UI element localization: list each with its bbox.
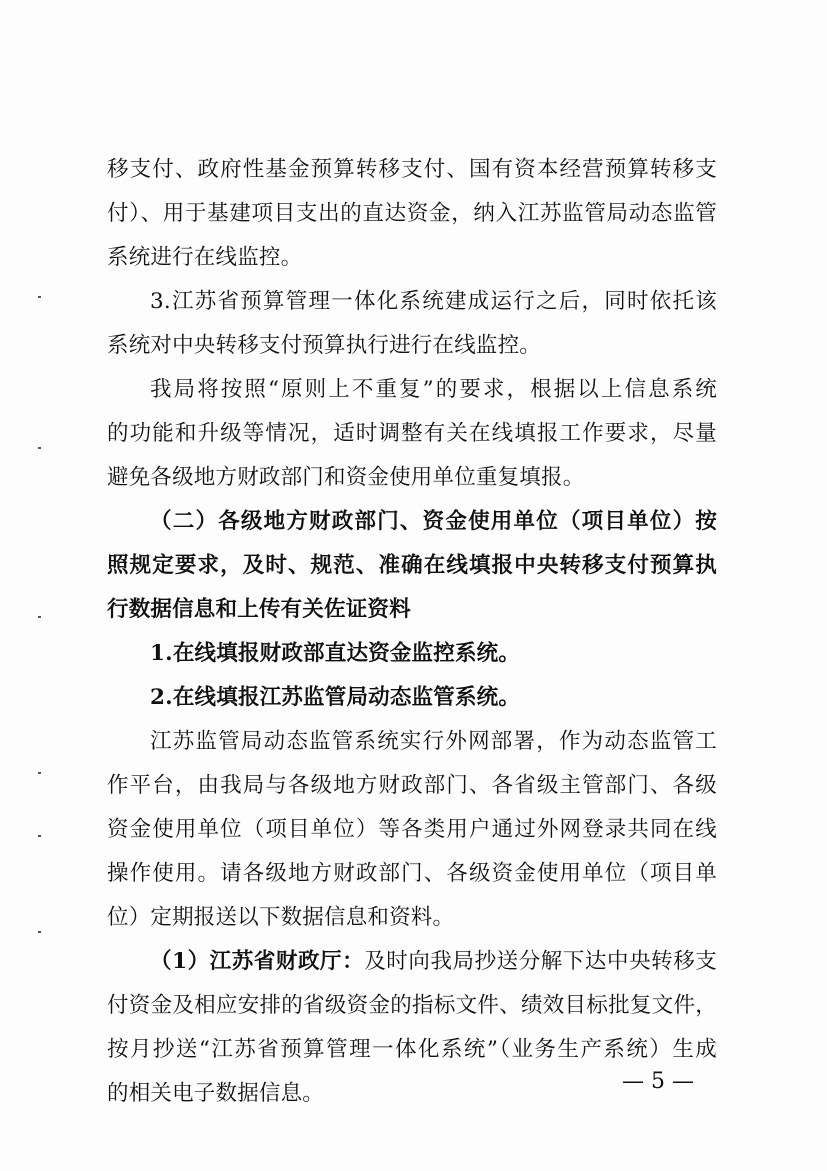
- body-text-line: 的功能和升级等情况，适时调整有关在线填报工作要求，尽量: [107, 421, 717, 446]
- subheading-line: 2.在线填报江苏监管局动态监管系统。: [150, 685, 521, 710]
- body-text-line: 付）、用于基建项目支出的直达资金，纳入江苏监管局动态监管: [107, 201, 717, 226]
- body-text-line: 的相关电子数据信息。: [107, 1081, 325, 1106]
- binding-mark: [38, 447, 41, 449]
- binding-mark: [38, 931, 41, 933]
- section-heading-line: 照规定要求，及时、规范、准确在线填报中央转移支付预算执: [107, 553, 717, 578]
- body-text-line: 系统对中央转移支付预算执行进行在线监控。: [107, 333, 542, 358]
- section-heading-line: 行数据信息和上传有关佐证资料: [107, 597, 411, 622]
- item-label: （1）江苏省财政厅：: [150, 949, 365, 974]
- body-text-line: 3.江苏省预算管理一体化系统建成运行之后，同时依托该: [150, 289, 717, 314]
- body-text-line: 系统进行在线监控。: [107, 245, 303, 270]
- body-text-line: 位）定期报送以下数据信息和资料。: [107, 905, 455, 930]
- body-text-line: 按月抄送“江苏省预算管理一体化系统”（业务生产系统）生成: [107, 1037, 717, 1062]
- body-text-line: 作平台，由我局与各级地方财政部门、各省级主管部门、各级: [107, 773, 717, 798]
- body-text-line: 移支付、政府性基金预算转移支付、国有资本经营预算转移支: [107, 157, 717, 182]
- binding-mark: [38, 296, 41, 298]
- page-number: — 5 —: [622, 1069, 694, 1094]
- item-text: 及时向我局抄送分解下达中央转移支: [364, 949, 718, 974]
- body-text-line: 我局将按照“原则上不重复”的要求，根据以上信息系统: [150, 377, 717, 402]
- body-text-line: 操作使用。请各级地方财政部门、各级资金使用单位（项目单: [107, 861, 717, 886]
- binding-mark: [38, 616, 41, 618]
- body-text-line: 付资金及相应安排的省级资金的指标文件、绩效目标批复文件，: [107, 993, 717, 1018]
- binding-mark: [38, 772, 41, 774]
- binding-mark: [38, 835, 41, 837]
- subheading-line: 1.在线填报财政部直达资金监控系统。: [150, 641, 521, 666]
- section-heading-line: （二）各级地方财政部门、资金使用单位（项目单位）按: [150, 509, 717, 534]
- body-text-line: 避免各级地方财政部门和资金使用单位重复填报。: [107, 465, 585, 490]
- item-line: [150, 948, 717, 976]
- body-text-line: 资金使用单位（项目单位）等各类用户通过外网登录共同在线: [107, 817, 717, 842]
- body-text-line: 江苏监管局动态监管系统实行外网部署，作为动态监管工: [150, 729, 717, 754]
